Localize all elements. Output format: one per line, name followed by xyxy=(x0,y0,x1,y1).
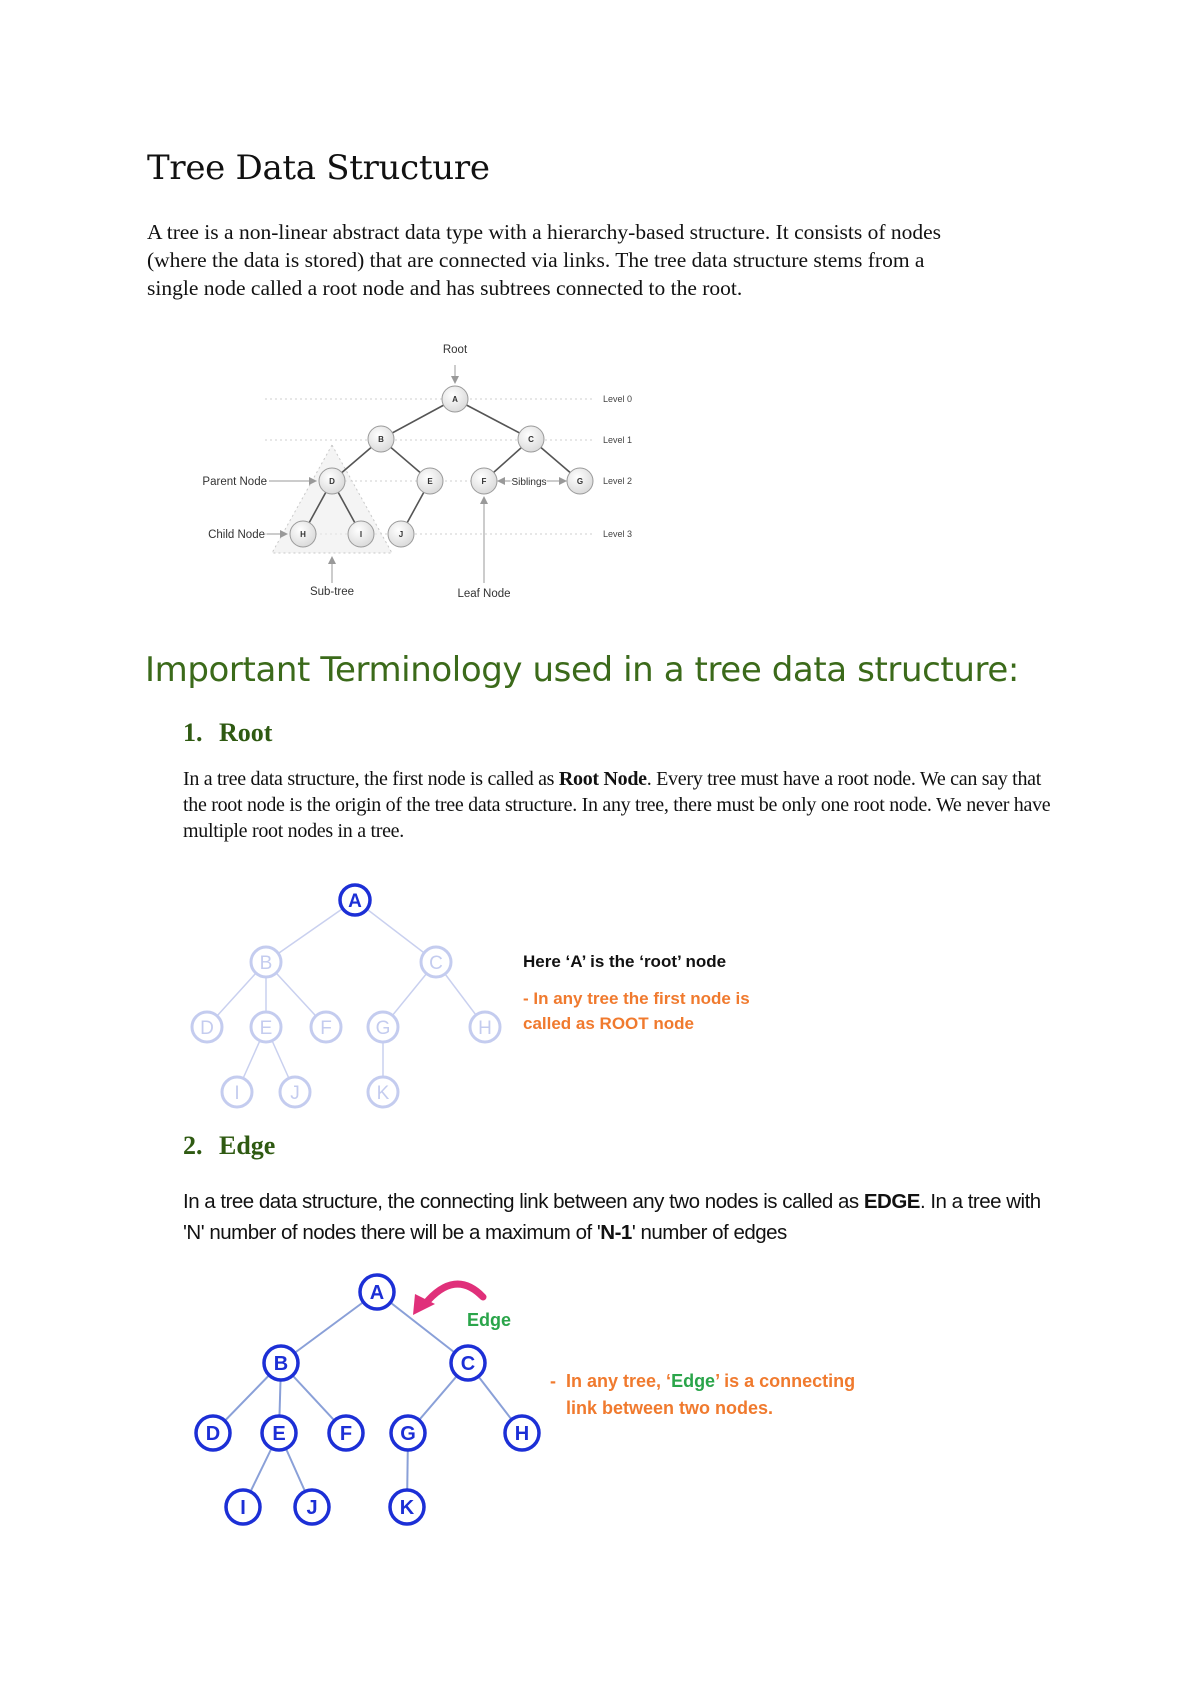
node-label: F xyxy=(339,1423,353,1445)
siblings-label: Siblings xyxy=(511,477,547,488)
section-title-text: Edge xyxy=(219,1131,276,1160)
page-title: Tree Data Structure xyxy=(147,148,490,188)
node-label: I xyxy=(240,1497,246,1519)
node-label: C xyxy=(460,1353,476,1375)
note-text: In any tree, ‘ xyxy=(566,1371,672,1391)
root-description xyxy=(183,766,1063,844)
root-note-line: called as ROOT node xyxy=(523,1014,694,1033)
section-number: 1. xyxy=(183,718,203,747)
desc-text: In a tree data structure, the first node is called as xyxy=(183,768,559,790)
desc-text: . Every tree must have a root node. We can say that the root node is the origin of the tree data structure. In any tree, there must be only one root node. We never have multiple root nodes in a tree. xyxy=(183,768,1051,842)
section-title-root xyxy=(183,718,272,748)
root-tree-diagram xyxy=(185,875,525,1115)
intro-line: (where the data is stored) that are connected via links. The tree data structure stems from a xyxy=(147,248,925,272)
node-label: A xyxy=(348,891,362,912)
node-label: A xyxy=(452,395,458,404)
node-label: C xyxy=(429,953,443,974)
desc-bold: Root Node xyxy=(558,768,647,790)
desc-bold: N-1 xyxy=(600,1221,632,1244)
edge-description xyxy=(183,1186,1063,1248)
edge-callout-arrow xyxy=(425,1284,483,1304)
node-label: I xyxy=(359,530,363,539)
section-title-edge xyxy=(183,1131,275,1161)
node-label: E xyxy=(259,1018,273,1039)
leaf-node-label: Leaf Node xyxy=(457,588,511,600)
desc-text: . In a tree with 'N' number of nodes there will be a maximum of ' xyxy=(183,1190,1041,1244)
tree-overview-diagram xyxy=(180,335,660,610)
node-label: H xyxy=(478,1018,492,1039)
subtree-label: Sub-tree xyxy=(309,586,355,598)
child-node-label: Child Node xyxy=(208,529,265,541)
intro-line: A tree is a non-linear abstract data type with a hierarchy-based structure. It consists of nodes xyxy=(147,220,942,244)
node-label: A xyxy=(369,1282,385,1304)
note-dash: - xyxy=(550,1371,556,1391)
node-label: K xyxy=(399,1497,415,1519)
node-label: D xyxy=(329,477,335,486)
node-label: B xyxy=(378,435,384,444)
node-label: B xyxy=(273,1353,289,1375)
intro-line: single node called a root node and has subtrees connected to the root. xyxy=(147,276,743,300)
node-label: K xyxy=(376,1083,390,1104)
root-note xyxy=(523,986,750,1036)
node-label: J xyxy=(290,1083,300,1104)
node-label: J xyxy=(398,530,404,539)
terminology-heading: Important Terminology used in a tree data structure: xyxy=(145,650,1019,690)
node-label: I xyxy=(234,1083,240,1104)
node-label: H xyxy=(514,1423,530,1445)
edge-note xyxy=(550,1368,855,1422)
node-label: D xyxy=(205,1423,221,1445)
root-note-title: Here ‘A’ is the ‘root’ node xyxy=(523,952,727,971)
level-label: Level 3 xyxy=(603,529,633,539)
level-label: Level 1 xyxy=(603,435,633,445)
node-label: F xyxy=(320,1018,332,1039)
desc-text: ' number of edges xyxy=(631,1221,787,1244)
edge-label: Edge xyxy=(467,1310,512,1330)
note-edge-word: Edge xyxy=(671,1371,716,1391)
edge-note-line: link between two nodes. xyxy=(566,1398,774,1418)
node-label: G xyxy=(576,477,584,486)
root-note-line: - In any tree the first node is xyxy=(523,989,750,1008)
node-label: E xyxy=(272,1423,286,1445)
node-label: G xyxy=(400,1423,416,1445)
node-label: H xyxy=(300,530,306,539)
note-text: ’ is a connecting xyxy=(715,1371,856,1391)
section-title-text: Root xyxy=(219,718,273,747)
desc-bold: EDGE xyxy=(863,1190,920,1213)
node-label: E xyxy=(427,477,433,486)
edge-tree-diagram xyxy=(185,1270,565,1540)
node-label: F xyxy=(481,477,487,486)
node-label: B xyxy=(259,953,273,974)
desc-text: In a tree data structure, the connecting link between any two nodes is called as xyxy=(183,1190,864,1213)
node-label: C xyxy=(528,435,534,444)
edge-note-line xyxy=(550,1368,855,1395)
node-label: J xyxy=(306,1497,318,1519)
node-label: D xyxy=(200,1018,214,1039)
level-label: Level 0 xyxy=(603,394,633,404)
intro-paragraph xyxy=(147,218,1067,302)
parent-node-label: Parent Node xyxy=(202,476,267,488)
node-label: G xyxy=(375,1018,391,1039)
section-number: 2. xyxy=(183,1131,203,1160)
root-label: Root xyxy=(442,344,468,356)
level-label: Level 2 xyxy=(603,476,633,486)
